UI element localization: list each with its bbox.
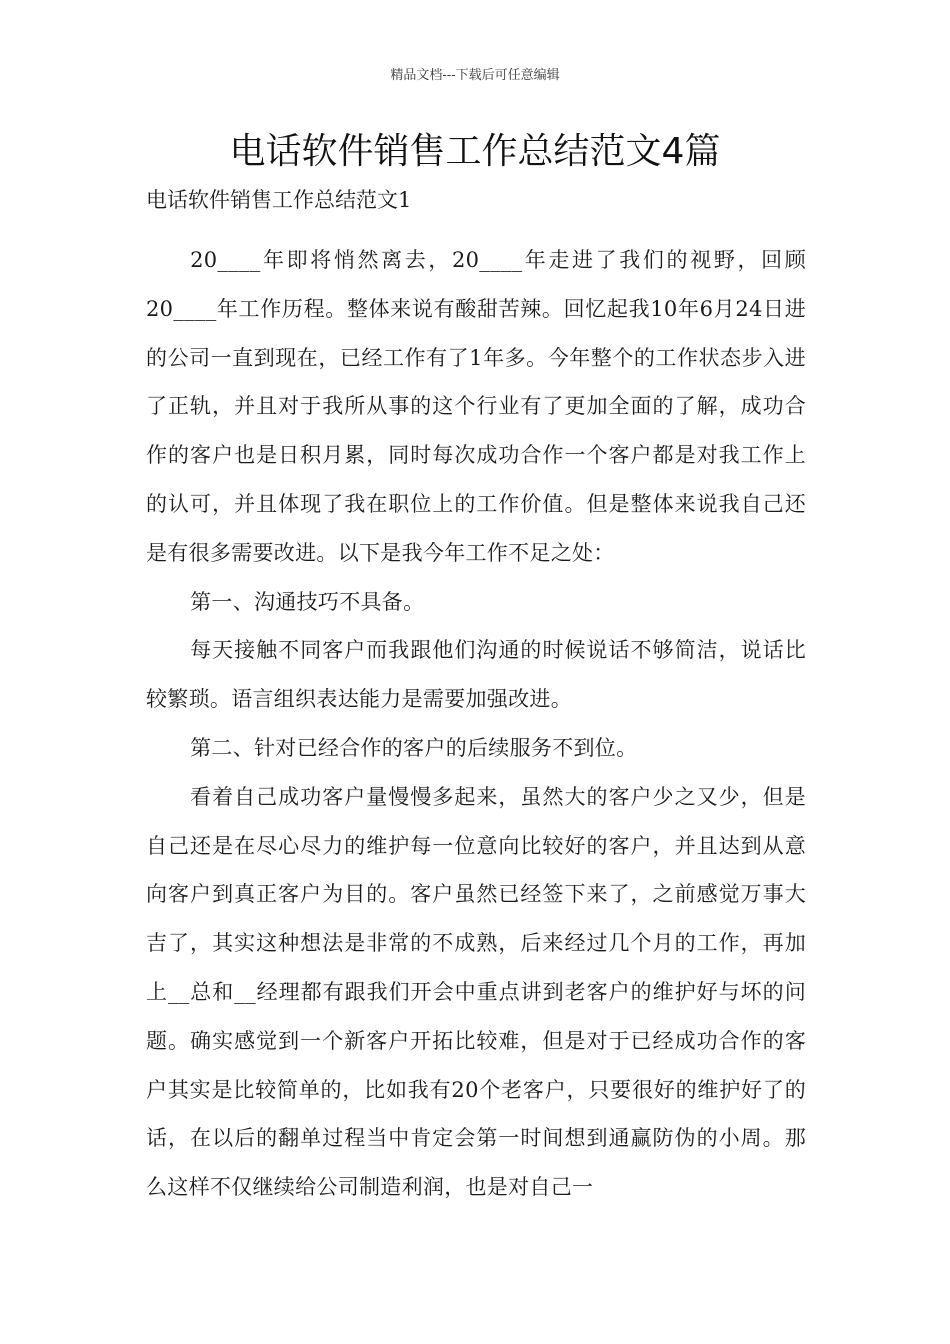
header-note: 精品文档---下载后可任意编辑 bbox=[390, 68, 560, 83]
paragraph-communication: 每天接触不同客户而我跟他们沟通的时候说话不够简洁，说话比较繁琐。语言组织表达能力是需要加强改进。 bbox=[146, 638, 806, 712]
document-title: 电话软件销售工作总结范文4篇 bbox=[229, 131, 721, 172]
paragraph-point-two: 第二、针对已经合作的客户的后续服务不到位。 bbox=[190, 735, 638, 760]
document-body bbox=[146, 236, 806, 1212]
paragraph-intro: 20____年即将悄然离去，20____年走进了我们的视野，回顾20____年工作历程。整体来说有酸甜苦辣。回忆起我10年6月24日进的公司一直到现在，已经工作有了1年多。今年整个的工作状态步入进了正轨，并且对于我所从事的这个行业有了更加全面的了解，成功合作的客户也是日积月累，同时每次成功合作一个客户都是对我工作上的认可，并且体现了我在职位上的工作价值。但是整体来说我自己还是有很多需要改进。以下是我今年工作不足之处： bbox=[146, 248, 806, 565]
paragraph-point-one: 第一、沟通技巧不具备。 bbox=[190, 589, 425, 614]
section-subtitle: 电话软件销售工作总结范文1 bbox=[146, 188, 412, 212]
paragraph-follow-up: 看着自己成功客户量慢慢多起来，虽然大的客户少之又少，但是自己还是在尽心尽力的维护每一位意向比较好的客户，并且达到从意向客户到真正客户为目的。客户虽然已经签下来了，之前感觉万事大吉了，其实这种想法是非常的不成熟，后来经过几个月的工作，再加上__总和__经理都有跟我们开会中重点讲到老客户的维护好与坏的问题。确实感觉到一个新客户开拓比较难，但是对于已经成功合作的客户其实是比较简单的，比如我有20个老客户，只要很好的维护好了的话，在以后的翻单过程当中肯定会第一时间想到通赢防伪的小周。那么这样不仅继续给公司制造利润，也是对自己一 bbox=[146, 784, 806, 1200]
